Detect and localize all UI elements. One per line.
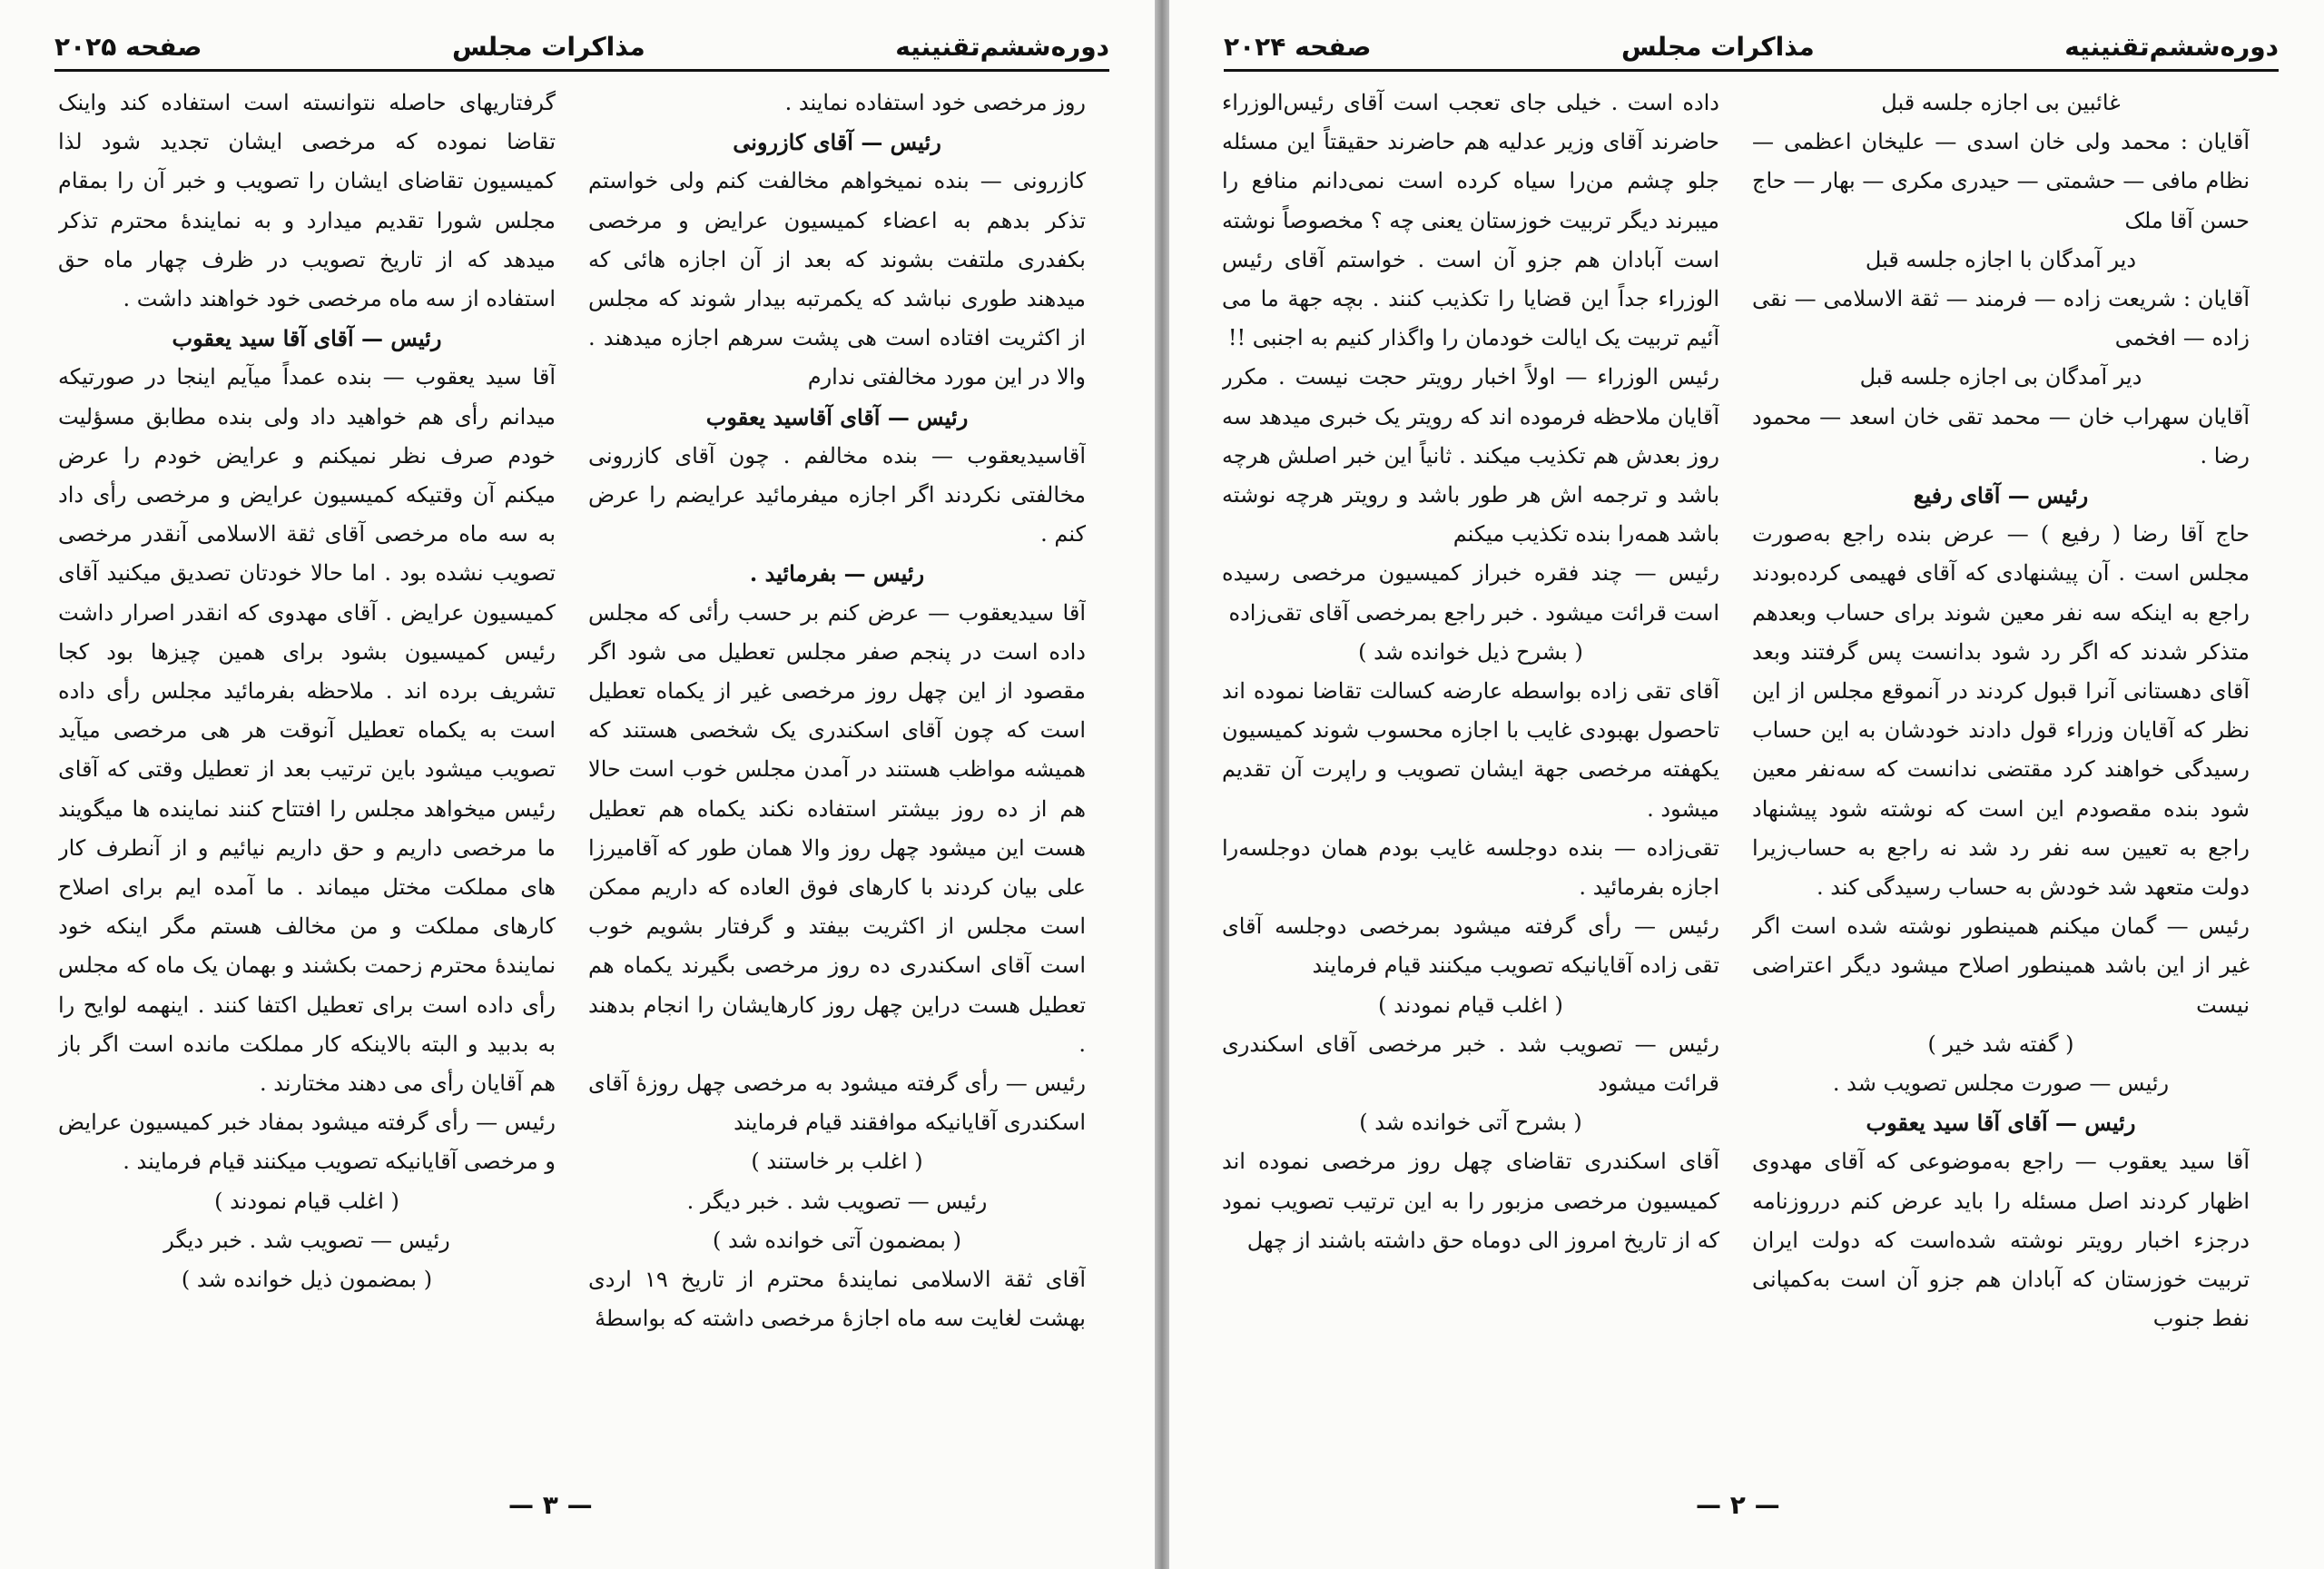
page-2024 [1169,0,2324,1569]
section-heading: دیر آمدگان بی اجازه جلسه قبل [1859,364,2142,390]
section-heading: غائبین بی اجازه جلسه قبل [1881,90,2121,115]
paragraph: آقا سید یعقوب — راجع به‌موضوعی که آقای مهدوی اظهار کردند اصل مسئله را باید عرض کنم درروزنامه درجزء اخبار رویتر نوشته شده‌است که دولت ایران تربیت خوزستان که آبادان هم جزو آن است به‌کمپانی نفط جنوب [1752,1149,2250,1332]
paragraph: آقای تقی زاده بواسطه عارضه کسالت تقاضا نموده اند تاحصول بهبودی غایب با اجازه محسوب شوند کمیسیون یکهفته مرخصی جهة ایشان تصویب و راپرت آن تقدیم میشود . [1222,678,1719,822]
paragraph: آقا سید یعقوب — بنده عمداً میآیم اینجا در صورتیکه میدانم رأی هم خواهید داد ولی بنده مطابق مسؤلیت خودم صرف نظر نمیکنم و عرایض خودم را عرض میکنم آن وقتیکه کمیسیون عرایض و مرخصی رأی داد به سه ماه مرخصی آقای ثقة الاسلامی آنقدر مرخصی تصویب نشده بود . اما حالا خودتان تصدیق میکنید آقای کمیسیون عرایض . آقای مهدوی که انقدر اصرار داشت رئیس کمیسیون بشود برای همین چیزها بود کجا تشریف برده اند . ملاحظه بفرمائید مجلس رأی داده است به یکماه تعطیل آنوقت هر هی مرخصی میآید تصویب میشود باین ترتیب بعد از تعطیل وقتی که آقای رئیس میخواهد مجلس را افتتاح کنند نماینده ها میگویند ما مرخصی داریم و حق داریم نیائیم و از آنطرف کار های مملکت مختل میماند . ما آمده ایم برای اصلاح کارهای مملکت و من مخالف هستم مگر اینکه خود نمایندهٔ محترم زحمت بکشند و بهمان یک ماه که مجلس رأی داده است برای تعطیل اکتفا کنند . اینهمه لوایح را به بدبید و البته بالاینکه کار مملکت مانده است اگر باز هم آقایان رأی می دهند مختارند . [58,364,556,1097]
paragraph: داده است . خیلی جای تعجب است آقای رئیس‌الوزراء حاضرند آقای وزیر عدلیه هم حاضرند حقیقتاً این مسئله جلو چشم من‌را سیاه کرده است نمی‌دانم منافع را میبرند دیگر تربیت خوزستان یعنی چه ؟ مخصوصاً نوشته است آبادان هم جزو آن است . خواستم آقای رئیس الوزراء جداً این قضایا را تکذیب کنند . بچه جهة ما می آئیم تربیت یک ایالت خودمان را واگذار کنیم به اجنبی !! [1222,90,1719,351]
parenthetical-note: ( گفته شد خیر ) [1927,1031,2074,1057]
paragraph: آقا سیدیعقوب — عرض کنم بر حسب رأئی که مجلس داده است در پنجم صفر مجلس تعطیل می شود اگر مقصود از این چهل روز مرخصی غیر از یکماه تعطیل است که چون آقای اسکندری یک شخصی هستند که همیشه مواظب هستند در آمدن مجلس خوب است حالا هم از ده روز بیشتر استفاده نکند یکماه هم تعطیل هست این میشود چهل روز والا همان طور که آقامیرزا علی بیان کردند با کارهای فوق العاده که داریم ممکن است مجلس از اکثریت بیفتد و گرفتار بشویم خوب است آقای اسکندری ده روز مرخصی بگیرند یکماه هم تعطیل هست دراین چهل روز کارهایشان را انجام بدهند . [588,599,1086,1057]
header-title: مذاکرات مجلس [1620,31,1815,62]
speaker-line: رئیس — آقای آقا سید یعقوب [1866,1110,2136,1137]
paragraph: آقاسیدیعقوب — بنده مخالفم . چون آقای کازرونی مخالفتی نکردند اگر اجازه میفرمائید عرایضم را عرض کنم . [588,442,1086,548]
paragraph: کازرونی — بنده نمیخواهم مخالفت کنم ولی خواستم تذکر بدهم به اعضاء کمیسیون عرایض و مرخصی بکفدری ملتفت بشوند که بعد از آن اجازه هائی که میدهند طوری نباشد که یکمرتبه بیدار شوند که مجلس از اکثریت افتاده است هی پشت سرهم اجازه میدهند . والا در این مورد مخالفتی ندارم [588,168,1086,390]
paragraph: گرفتاریهای حاصله نتوانسته است استفاده کند واینک تقاضا نموده که مرخصی ایشان تجدید شود لذا کمیسیون تقاضای ایشان را تصویب و خبر آن را بمقام مجلس شورا تقدیم میدارد و به نمایندهٔ محترم تذکر میدهد که از تاریخ تصویب در ظرف چهار ماه حق استفاده از سه ماه مرخصی خود خواهند داشت . [58,90,556,312]
paragraph: رئیس — چند فقره خبراز کمیسیون مرخصی رسیده است قرائت میشود . خبر راجع بمرخصی آقای تقی‌زاده [1222,560,1719,626]
text-column-right [588,84,1086,1482]
paragraph: رئیس — گمان میکنم همینطور نوشته شده است اگر غیر از این باشد همینطور اصلاح میشود دیگر اعتراضی نیست [1752,913,2250,1018]
page-2025 [0,0,1155,1569]
paragraph: رئیس — تصویب شد . خبر دیگر [163,1227,450,1253]
page-footer-number: — ۲ — [1696,1490,1780,1520]
paragraph: آقای ثقة الاسلامی نمایندهٔ محترم از تاریخ ۱۹ اردی بهشت لغایت سه ماه اجازهٔ مرخصی داشته که بواسطهٔ [588,1267,1086,1332]
parenthetical-note: ( بشرح آتی خوانده شد ) [1359,1110,1582,1136]
speaker-line: رئیس — آقای رفیع [1913,482,2089,509]
parenthetical-note: ( بمضمون آتی خوانده شد ) [713,1227,961,1253]
paragraph: آقایان : محمد ولی خان اسدی — علیخان اعظمی — نظام مافی — حشمتی — حیدری مکری — بهار — حاج حسن آقا ملک [1752,129,2250,233]
parenthetical-note: ( بشرح ذیل خوانده شد ) [1358,638,1583,665]
book-gutter [1155,0,1169,1569]
page-header [1224,25,2279,67]
paragraph: آقای اسکندری تقاضای چهل روز مرخصی نموده اند کمیسیون مرخصی مزبور را به این ترتیب تصویب نمود که از تاریخ امروز الی دوماه حق داشته باشند از چهل [1222,1149,1719,1253]
section-heading: دیر آمدگان با اجازه جلسه قبل [1865,246,2137,272]
paragraph: رئیس — رأی گرفته میشود به مرخصی چهل روزهٔ آقای اسکندری آقایانیکه موافقند قیام فرمایند [588,1071,1086,1136]
page-header [54,25,1109,67]
paragraph: رئیس — تصویب شد . خبر مرخصی آقای اسکندری قرائت میشود [1222,1031,1719,1097]
paragraph: رئیس الوزراء — اولاً اخبار رویتر حجت نیست . مکرر آقایان ملاحظه فرموده اند که رویتر یک خبری میدهد سه روز بعدش هم تکذیب میکند . ثانیاً این خبر اصلش هرچه باشد و ترجمه اش هر طور باشد و رویتر هرچه نوشته باشد همه‌را بنده تکذیب میکنم [1222,364,1719,548]
header-session: دوره‌ششم‌تقنینیه [895,31,1109,62]
speaker-line: رئیس — بفرمائید . [749,560,925,587]
paragraph: روز مرخصی خود استفاده نمایند . [784,90,1086,115]
header-title: مذاکرات مجلس [451,31,645,62]
parenthetical-note: ( اغلب قیام نمودند ) [1378,992,1563,1018]
paragraph: رئیس — صورت مجلس تصویب شد . [1832,1071,2170,1097]
speaker-line: رئیس — آقای آقا سید یعقوب [172,325,442,352]
parenthetical-note: ( بمضمون ذیل خوانده شد ) [181,1267,433,1293]
speaker-line: رئیس — آقای آقاسید یعقوب [705,403,969,430]
paragraph: رئیس — تصویب شد . خبر دیگر . [686,1188,988,1214]
parenthetical-note: ( اغلب قیام نمودند ) [214,1188,399,1214]
page-footer-number: — ۳ — [508,1490,593,1520]
paragraph: حاج آقا رضا ( رفیع ) — عرض بنده راجع به‌صورت مجلس است . آن پیشنهادی که آقای فهیمی کرده‌بودند راجع به اینکه سه نفر معین شوند برای حساب وبعدهم متذکر شدند که اگر رد شود بدانست پس گرفتند وبعد آقای دهستانی آنرا قبول کردند در آنموقع مجلس از این نظر که آقایان وزراء قول دادند خودشان به این حساب رسیدگی خواهند کرد مقتضی ندانست که سه‌نفر معین شود بنده مقصودم این است که نوشته شود پیشنهاد راجع به تعیین سه نفر رد شد نه راجع به حساب‌زیرا دولت متعهد شد خودش به حساب رسیدگی کند . [1752,521,2250,901]
text-column-left [1222,84,1719,1482]
parenthetical-note: ( اغلب بر خاستند ) [751,1149,923,1175]
header-rule [1224,69,2279,72]
header-page-number: صفحه ۲۰۲۵ [54,31,202,62]
speaker-line: رئیس — آقای کازرونی [733,129,941,156]
header-page-number: صفحه ۲۰۲۴ [1224,31,1372,62]
paragraph: آقایان سهراب خان — محمد تقی خان اسعد — محمود رضا . [1752,403,2250,469]
text-column-left [58,84,556,1482]
paragraph: آقایان : شریعت زاده — فرمند — ثقة الاسلامی — نقی زاده — افخمی [1752,286,2250,351]
header-rule [54,69,1109,72]
paragraph: رئیس — رأی گرفته میشود بمرخصی دوجلسه آقای تقی زاده آقایانیکه تصویب میکنند قیام فرمایند [1222,913,1719,979]
paragraph: رئیس — رأی گرفته میشود بمفاد خبر کمیسیون عرایض و مرخصی آقایانیکه تصویب میکنند قیام فرمایند . [58,1110,556,1175]
text-column-right [1752,84,2250,1482]
header-session: دوره‌ششم‌تقنینیه [2064,31,2279,62]
paragraph: تقی‌زاده — بنده دوجلسه غایب بودم همان دوجلسه‌را اجازه بفرمائید . [1222,834,1719,901]
